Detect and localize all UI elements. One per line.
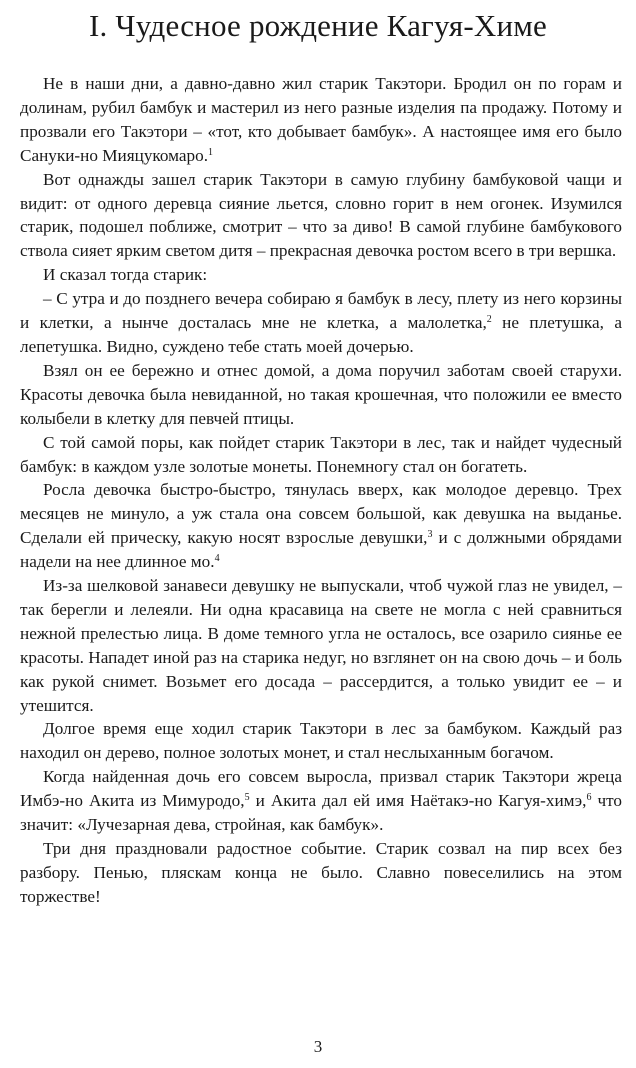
paragraph-text: С той самой поры, как пойдет старик Такэтори в лес, так и найдет чудесный бамбук: в каждом узле золотые монеты. Понемногу стал он богатеть. (20, 432, 622, 476)
paragraph (20, 717, 622, 765)
paragraph-text: и Акита дал ей имя Наётакэ-но Кагуя-химэ, (249, 791, 587, 811)
footnote-marker: 5 (244, 792, 250, 804)
footnote-marker: 2 (486, 314, 492, 326)
footnote-marker: 1 (208, 146, 214, 158)
paragraph (20, 287, 622, 359)
paragraph (20, 574, 622, 717)
paragraph-text: И сказал тогда старик: (43, 265, 208, 285)
paragraph-text: Из-за шелковой занавеси девушку не выпускали, чтоб чужой глаз не увидел, – так берегли и лелеяли. Ни одна красавица на свете не могла с ней сравниться нежной прелестью лица. В доме темного угла не осталось, все озарило сиянье ее красоты. Нападет иной раз на старика недуг, но взглянет он на свою дочь – и боль как рукой снимет. Возьмет его досада – рассердится, а только увидит ее – и утешится. (20, 576, 622, 715)
paragraph (20, 72, 622, 168)
paragraph-text: Три дня праздновали радостное событие. Старик созвал на пир всех без разбору. Пенью, пляскам конца не было. Славно повеселились на этом торжестве! (20, 839, 622, 906)
paragraph-text: Взял он ее бережно и отнес домой, а дома поручил заботам своей старухи. Красоты девочка была невиданной, но такая крошечная, что положили ее вместо колыбели в клетку для певчей птицы. (20, 360, 622, 428)
paragraph-text: Вот однажды зашел старик Такэтори в самую глубину бамбуковой чащи и видит: от одного деревца сияние льется, словно горит в нем огонек. Изумился старик, подошел поближе, смотрит – что за диво! В самой глубине бамбукового ствола сияет ярким светом дитя – прекрасная девочка ростом всего в три вершка. (20, 169, 622, 261)
footnote-marker: 3 (427, 529, 433, 541)
chapter-title: I. Чудесное рождение Кагуя-Химе (88, 8, 548, 43)
chapter-body (20, 72, 622, 909)
paragraph (20, 431, 622, 479)
paragraph-text: Долгое время еще ходил старик Такэтори в лес за бамбуком. Каждый раз находил он дерево, полное золотых монет, и стал неслыханным богачом. (20, 719, 622, 763)
paragraph (20, 478, 622, 574)
paragraph-text: Росла девочка быстро-быстро, тянулась вверх, как молодое деревцо. Трех месяцев не минуло, а уж стала она совсем большой, как девушка на выданье. Сделали ей прическу, какую носят взрослые девушки, (20, 480, 622, 548)
paragraph-text: что значит: «Лучезарная дева, стройная, как бамбук». (20, 791, 622, 835)
paragraph-text: Не в наши дни, а давно-давно жил старик Такэтори. Бродил он по горам и долинам, рубил бамбук и мастерил из него разные изделия па продажу. Потому и прозвали его Такэтори – «тот, кто добывает бамбук». А настоящее имя его было Сануки-но Мияцукомаро. (20, 74, 622, 165)
footnote-marker: 6 (586, 792, 592, 804)
paragraph (20, 359, 622, 431)
paragraph-text: и с должными обрядами надели на нее длинное мо. (20, 528, 622, 572)
paragraph (20, 765, 622, 837)
paragraph (20, 837, 622, 909)
paragraph (20, 168, 622, 264)
paragraph-text: – С утра и до позднего вечера собираю я бамбук в лесу, плету из него корзины и клетки, а нынче досталась мне не клетка, а малолетка, (20, 289, 622, 333)
paragraph-text: не плетушка, а лепетушка. Видно, суждено тебе стать моей дочерью. (20, 313, 622, 356)
paragraph (20, 263, 622, 287)
page-number: 3 (313, 1037, 323, 1056)
footnote-marker: 4 (214, 553, 220, 565)
paragraph-text: Когда найденная дочь его совсем выросла, призвал старик Такэтори жреца Имбэ-но Акита из Мимуродо, (20, 767, 622, 811)
